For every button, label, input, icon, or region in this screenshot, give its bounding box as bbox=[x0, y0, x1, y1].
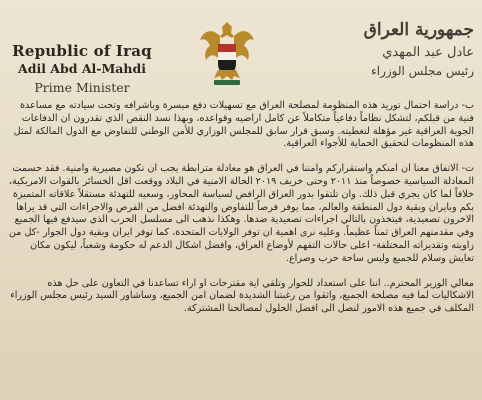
country-name-arabic: جمهورية العراق bbox=[363, 20, 474, 40]
paragraph-b: ب- دراسة احتمال توريد هذه المنظومة لمصلحة العراق مع تسهيلات دفع ميسرة وباشرافه وتحت سيادته مع مساعدة فنية من قبلكم، لتشكل نظاماً دفاعياً متكاملاً عن كامل اراضيه وقواعده، وبهذا نسد النقص الذي تقدرون ان الدفاعات الجوية العراقية غير مؤهلة لتغطيته. وسبق قرار سابق للمجلس الوزاري للأمن الوطني للتفاوض مع الدول المالكة لمثل هذه المنظومات لتحقيق الحماية للأجواء العراقية. bbox=[13, 100, 474, 150]
closing-paragraph: معالي الوزير المحترم.. اننا على استعداد للحوار وتلقي اية مقترحات او اراء تساعدنا في التعاون على حل هذه الاشكاليات لما فيه مصلحة الجميع، واثقوا من رغبتنا الشديدة لضمان امن الجميع، وساشاور السيد رئيس مجلس الوزراء المكلف في جميع هذه الامور لنصل الى افضل الحلول لمصالحنا المشتركة. bbox=[10, 277, 474, 315]
english-letterhead bbox=[2, 42, 162, 97]
paragraph-t: ت- الاتفاق معنا ان امنكم واستقراركم وامننا في العراق هو معادلة مترابطة يجب ان تكون مصيرية وامنية. فقد حسمت المعادلة السياسية خصوصاً منذ ٢٠١١ وحتى خريف ٢٠١٩ الحالة الامنية في البلاد ووقعت اقل الخسائر بالقوات الامريكية، خلافاً لما كان يجري قبل ذلك. وان تلتقوا بدور العراق الرافض لسياسة المحاور، وسعيه للتهدئة مستقلاً علاقاته المتميزة بكم وبايران وبقية دول المنطقة والعالم، مما يوفر فرصاً للتفاوض والتهدئة افضل من الفرص والاجراءات التي قد يراها الاخرون تصعيدية، فيتخذون بالتالي اجراءات تصعيدية ضدها. وهكذا نذهب الى مسلسل الحرب الذي سيدفع فيها الجميع وفي مقدمتهم العراق ثمناً عظيماً. وعليه نرى اهمية ان توفر الولايات المتحدة، كما توفر ايران وبقية دول الجوار -كل من زاويته وتقديراته المختلفة- اعلى حالات التفهم لأوضاع العراق، وافضل اشكال الدعم له حكومة وشعباً، ليكون مكان تعايش وسلام للجميع وليس ساحة حرب وصراع. bbox=[8, 163, 474, 264]
official-name-english: Adil Abd Al-Mahdi bbox=[18, 61, 146, 76]
country-name-english: Republic of Iraq bbox=[12, 42, 152, 60]
official-title-arabic: رئيس مجلس الوزراء bbox=[371, 64, 474, 78]
official-name-arabic: عادل عبد المهدي bbox=[382, 45, 474, 60]
letter-body bbox=[8, 100, 474, 316]
eagle-emblem-icon bbox=[198, 18, 256, 88]
iraq-eagle-emblem bbox=[198, 18, 256, 88]
arabic-letterhead bbox=[284, 20, 474, 79]
official-title-english: Prime Minister bbox=[34, 80, 130, 95]
